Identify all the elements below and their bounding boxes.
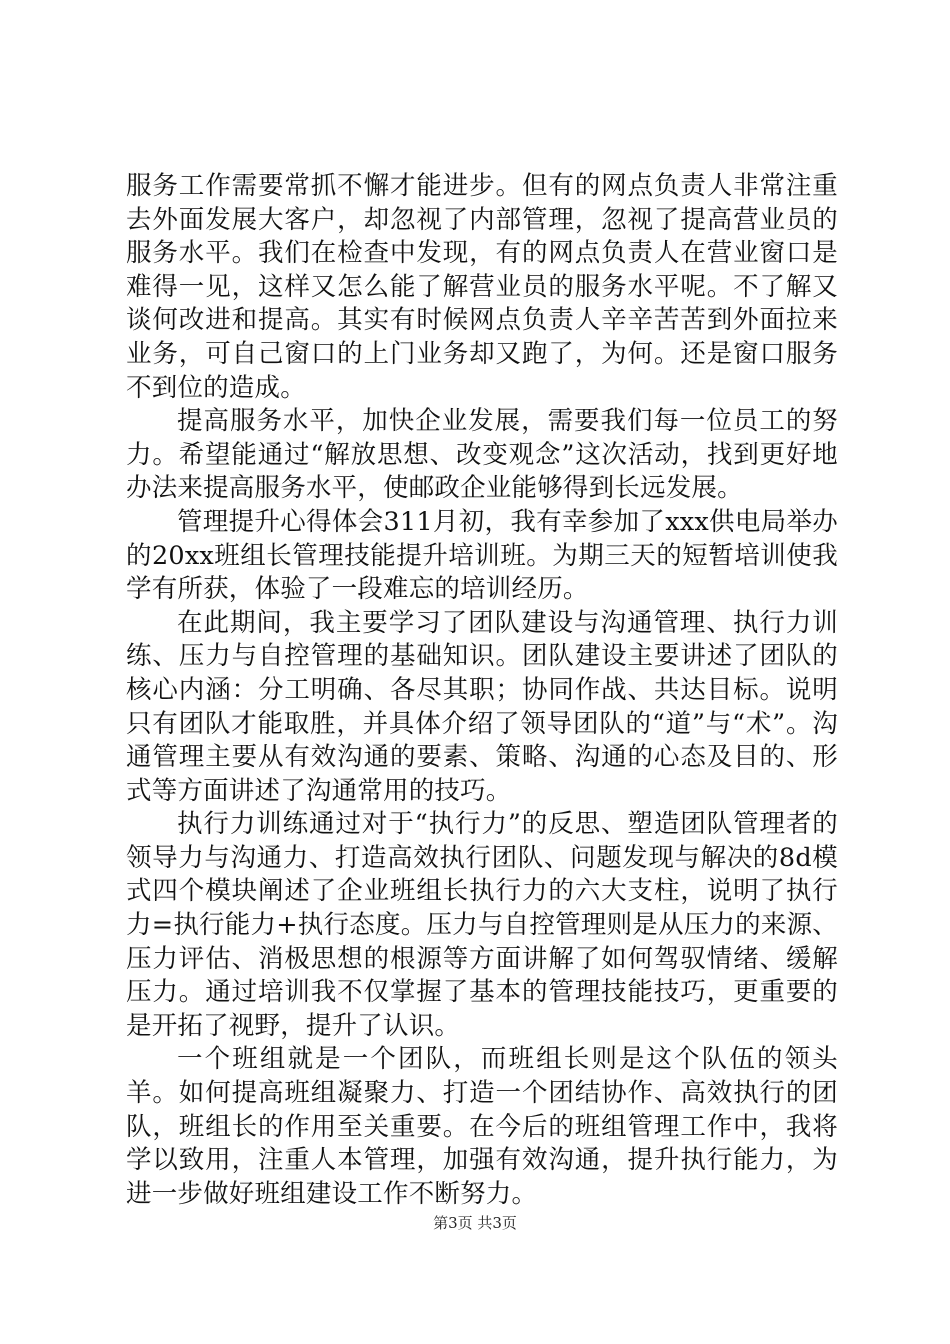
paragraph-2: 提高服务水平，加快企业发展，需要我们每一位员工的努力。希望能通过“解放思想、改变观念”这次活动，找到更好地办法来提高服务水平，使邮政企业能够得到长远发展。: [126, 406, 838, 504]
page-number-footer: 第3页 共3页: [433, 1214, 517, 1232]
document-body: [126, 170, 838, 1211]
paragraph-6: 一个班组就是一个团队，而班组长则是这个队伍的领头羊。如何提高班组凝聚力、打造一个团结协作、高效执行的团队，班组长的作用至关重要。在今后的班组管理工作中，我将学以致用，注重人本管理，加强有效沟通，提升执行能力，为进一步做好班组建设工作不断努力。: [126, 1044, 838, 1209]
paragraph-3: 管理提升心得体会311月初，我有幸参加了xxx供电局举办的20xx班组长管理技能提升培训班。为期三天的短暂培训使我学有所获，体验了一段难忘的培训经历。: [126, 506, 838, 605]
paragraph-1: 服务工作需要常抓不懈才能进步。但有的网点负责人非常注重去外面发展大客户，却忽视了内部管理，忽视了提高营业员的服务水平。我们在检查中发现，有的网点负责人在营业窗口是难得一见，这样又怎么能了解营业员的服务水平呢。不了解又谈何改进和提高。其实有时候网点负责人辛辛苦苦到外面拉来业务，可自己窗口的上门业务却又跑了，为何。还是窗口服务不到位的造成。: [126, 171, 838, 403]
paragraph-4: 在此期间，我主要学习了团队建设与沟通管理、执行力训练、压力与自控管理的基础知识。团队建设主要讲述了团队的核心内涵：分工明确、各尽其职；协同作战、共达目标。说明只有团队才能取胜，并具体介绍了领导团队的“道”与“术”。沟通管理主要从有效沟通的要素、策略、沟通的心态及目的、形式等方面讲述了沟通常用的技巧。: [126, 607, 838, 806]
paragraph-5: 执行力训练通过对于“执行力”的反思、塑造团队管理者的领导力与沟通力、打造高效执行团队、问题发现与解决的8d模式四个模块阐述了企业班组长执行力的六大支柱，说明了执行力=执行能力+执行态度。压力与自控管理则是从压力的来源、压力评估、消极思想的根源等方面讲解了如何驾驭情绪、缓解压力。通过培训我不仅掌握了基本的管理技能技巧，更重要的是开拓了视野，提升了认识。: [126, 809, 838, 1041]
